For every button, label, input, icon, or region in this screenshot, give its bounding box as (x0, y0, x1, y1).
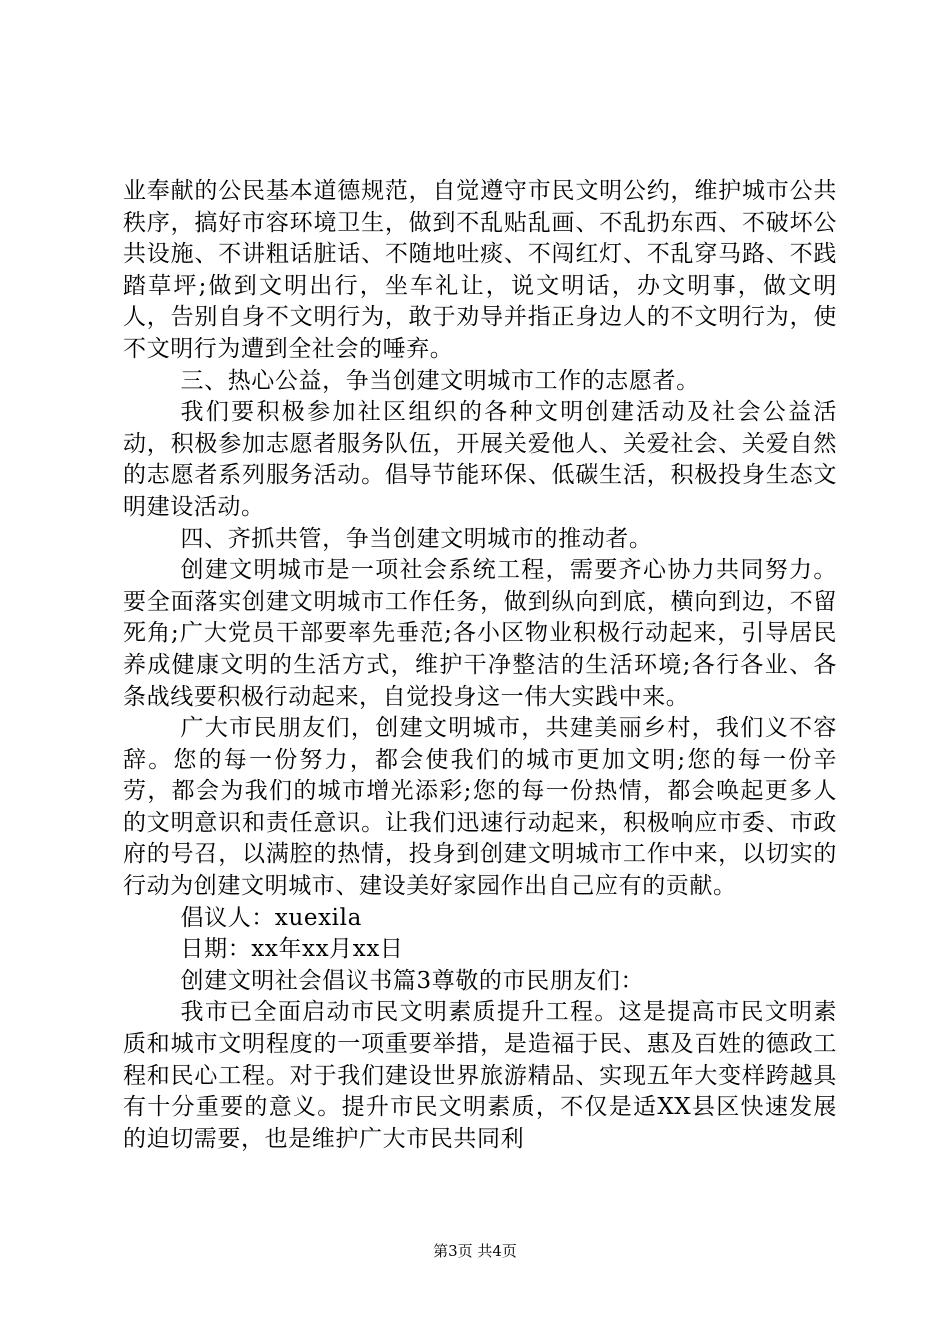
paragraph-5: 广大市民朋友们，创建文明城市，共建美丽乡村，我们义不容辞。您的每一份努力，都会使我们的城市更加文明;您的每一份辛劳，都会为我们的城市增光添彩;您的每一份热情，都会唤起更多人的文明意识和责任意识。让我们迅速行动起来，积极响应市委、市政府的号召，以满腔的热情，投身到创建文明城市工作中来，以切实的行动为创建文明城市、建设美好家园作出自己应有的贡献。 (123, 715, 837, 900)
document-body (123, 176, 837, 1155)
date-line: 日期：xx年xx月xx日 (180, 936, 404, 963)
paragraph-1: 业奉献的公民基本道德规范，自觉遵守市民文明公约，维护城市公共秩序，搞好市容环境卫生，做到不乱贴乱画、不乱扔东西、不破坏公共设施、不讲粗话脏话、不随地吐痰、不闯红灯、不乱穿马路、不践踏草坪;做到文明出行，坐车礼让，说文明话，办文明事，做文明人，告别自身不文明行为，敢于劝导并指正身边人的不文明行为，使不文明行为遭到全社会的唾弃。 (123, 178, 837, 362)
section-title-line: 创建文明社会倡议书篇3尊敬的市民朋友们： (180, 967, 645, 994)
paragraph-4: 创建文明城市是一项社会系统工程，需要齐心协力共同努力。要全面落实创建文明城市工作任务，做到纵向到底，横向到边，不留死角;广大党员干部要率先垂范;各小区物业积极行动起来，引导居民养成健康文明的生活方式，维护干净整洁的生活环境;各行各业、各条战线要积极行动起来，自觉投身这一伟大实践中来。 (123, 557, 837, 710)
page-number-footer: 第3页 共4页 (433, 1242, 517, 1260)
paragraph-3: 我们要积极参加社区组织的各种文明创建活动及社会公益活动，积极参加志愿者服务队伍，开展关爱他人、关爱社会、关爱自然的志愿者系列服务活动。倡导节能环保、低碳生活，积极投身生态文明建设活动。 (123, 399, 837, 520)
heading-4: 四、齐抓共管，争当创建文明城市的推动者。 (180, 525, 653, 552)
initiator-line: 倡议人：xuexila (180, 904, 362, 931)
heading-3: 三、热心公益，争当创建文明城市工作的志愿者。 (180, 367, 700, 394)
paragraph-6: 我市已全面启动市民文明素质提升工程。这是提高市民文明素质和城市文明程度的一项重要举措，是造福于民、惠及百姓的德政工程和民心工程。对于我们建设世界旅游精品、实现五年大变样跨越具有十分重要的意义。提升市民文明素质，不仅是适XX县区快速发展的迫切需要，也是维护广大市民共同利 (123, 999, 837, 1152)
